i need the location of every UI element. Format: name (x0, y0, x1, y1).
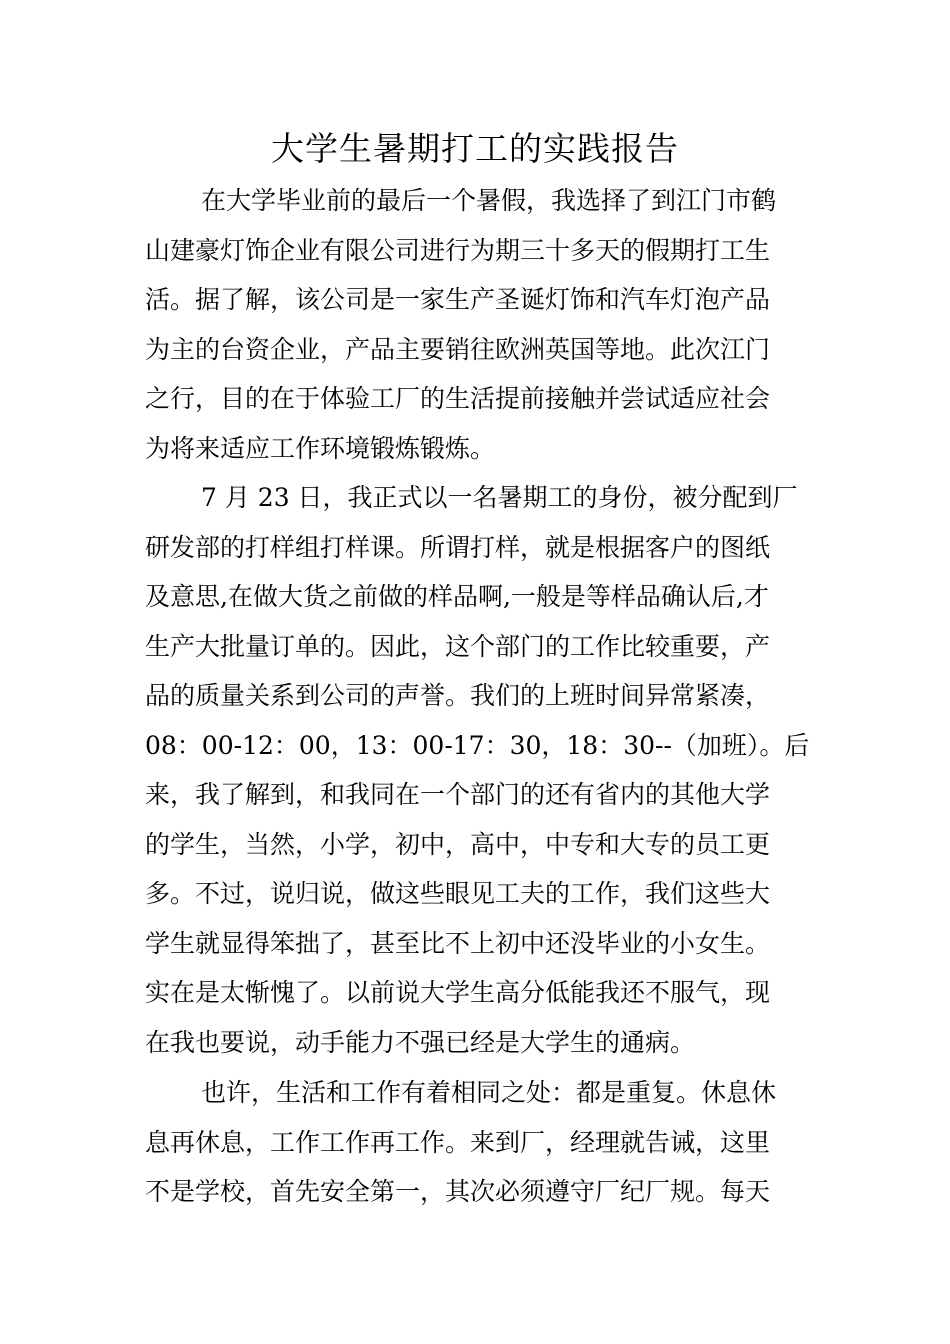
paragraph-line: 多。不过，说归说，做这些眼见工夫的工作，我们这些大 (145, 879, 771, 908)
paragraph-line: 山建豪灯饰企业有限公司进行为期三十多天的假期打工生 (145, 235, 771, 265)
paragraph-line: 为将来适应工作环境锻炼锻炼。 (145, 433, 496, 463)
paragraph-3 (145, 1068, 815, 1217)
paragraph-line: 为主的台资企业，产品主要销往欧洲英国等地。此次江门 (145, 334, 771, 364)
paragraph-line: 之行，目的在于体验工厂的生活提前接触并尝试适应社会 (145, 384, 771, 413)
paragraph-line: 不是学校，首先安全第一，其次必须遵守厂纪厂规。每天 (145, 1177, 771, 1206)
paragraph-line: 的学生，当然，小学，初中，高中，中专和大专的员工更 (145, 829, 771, 859)
paragraph-line: 学生就显得笨拙了，甚至比不上初中还没毕业的小女生。 (145, 928, 771, 958)
paragraph-line: 品的质量关系到公司的声誉。我们的上班时间异常紧凑， (145, 681, 771, 710)
paragraph-line: 来，我了解到，和我同在一个部门的还有省内的其他大学 (145, 780, 771, 809)
paragraph-line: 在大学毕业前的最后一个暑假，我选择了到江门市鹤 (201, 186, 777, 215)
paragraph-line: 7 月 23 日，我正式以一名暑期工的身份，被分配到厂 (201, 483, 798, 512)
paragraph-line: 08：00-12：00，13：00-17：30，18：30--（加班）。后 (145, 730, 810, 760)
paragraph-1 (145, 176, 815, 473)
paragraph-line: 研发部的打样组打样课。所谓打样，就是根据客户的图纸 (145, 532, 771, 562)
paragraph-line: 也许，生活和工作有着相同之处：都是重复。休息休 (201, 1078, 777, 1107)
paragraph-line: 在我也要说，动手能力不强已经是大学生的通病。 (145, 1027, 696, 1057)
paragraph-line: 实在是太惭愧了。以前说大学生高分低能我还不服气，现 (145, 978, 771, 1007)
paragraph-line: 活。据了解，该公司是一家生产圣诞灯饰和汽车灯泡产品 (145, 285, 771, 314)
paragraph-line: 生产大批量订单的。因此，这个部门的工作比较重要，产 (145, 631, 771, 661)
paragraph-2 (145, 473, 815, 1067)
document-title: 大学生暑期打工的实践报告 (271, 129, 679, 168)
paragraph-line: 息再休息，工作工作再工作。来到厂，经理就告诫，这里 (145, 1127, 771, 1157)
paragraph-line: 及意思,在做大货之前做的样品啊,一般是等样品确认后,才 (145, 582, 769, 611)
